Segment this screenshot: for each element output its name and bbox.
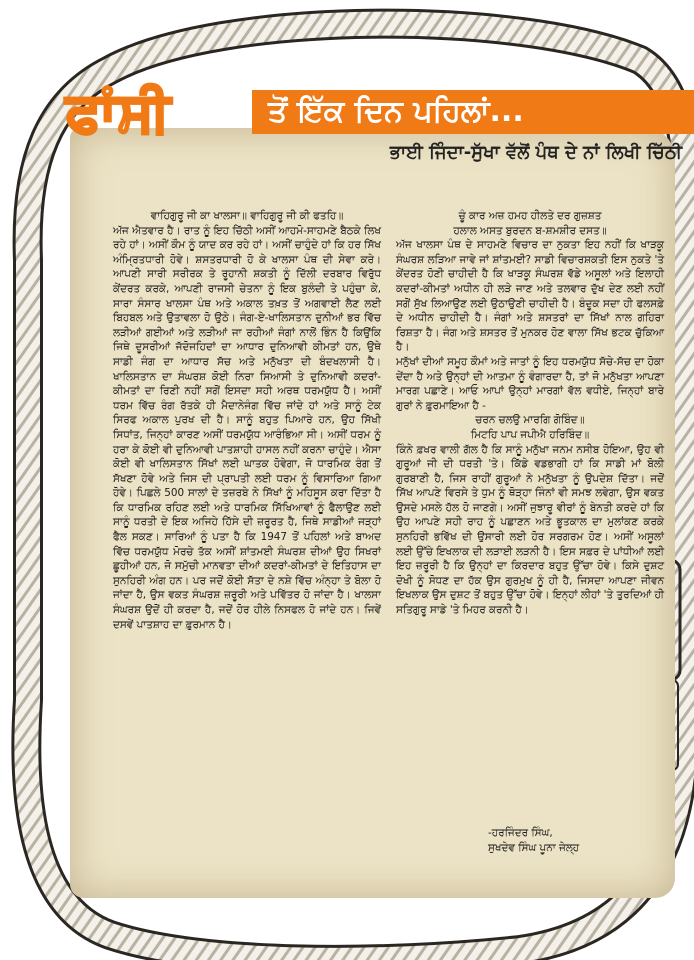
gurbani-verse-line: ਮਿਟਹਿ ਪਾਪ ਜਪੀਐ ਹਰਿਬਿੰਦ॥ — [470, 428, 590, 441]
letter-paragraph: ਮਨੁੱਖਾਂ ਦੀਆਂ ਸਮੂਹ ਕੌਮਾਂ ਅਤੇ ਜਾਤਾਂ ਨੂੰ ਇਹ ਧਰਮਯੁੱਧ ਸੱਚੇ-ਸੱਚ ਦਾ ਹੋਕਾ ਦੇਂਦਾ ਹੈ ਅਤੇ ਉਨ੍ਹਾਂ ਦੀ ਆਤਮਾ ਨੂੰ ਵੰਗਾਰਦਾ ਹੈ, ਤਾਂ ਜੋ ਮਨੁੱਖਤਾ ਆਪਣਾ ਮਾਰਗ ਪਛਾਣੇ। ਆਓ ਆਪਾਂ ਉਨ੍ਹਾਂ ਮਾਰਗਾਂ ਵੱਲ ਵਧੀਏ, ਜਿਨ੍ਹਾਂ ਬਾਰੇ ਗੁਰਾਂ ਨੇ ਫ਼ੁਰਮਾਇਆ ਹੈ - — [396, 355, 664, 412]
persian-verse-line: ਚੂੰ ਕਾਰ ਅਜ਼ ਹਮਹ ਹੀਲਤੇ ਦਰ ਗੁਜ਼ਸ਼ਤ — [458, 210, 602, 222]
letter-column-left — [113, 209, 381, 632]
signature-name-2: ਸੁਖਦੇਵ ਸਿੰਘ ਪੂਨਾ ਜੇਲ੍ਹ — [488, 842, 580, 854]
headline — [66, 78, 694, 176]
gurbani-verse-line: ਚਰਨ ਚਲਉ ਮਾਰਗਿ ਗੋਬਿੰਦ॥ — [475, 414, 585, 427]
headline-word-faansi: ਫਾਂਸੀ — [66, 81, 171, 144]
persian-verse-line: ਹਲਾਲ ਅਸਤ ਬੁਰਦਨ ਬ-ਸ਼ਮਸ਼ੀਰ ਦਸਤ॥ — [453, 224, 607, 237]
letter-paragraph: ਅੱਜ ਐਤਵਾਰ ਹੈ। ਰਾਤ ਨੂੰ ਇਹ ਚਿੱਠੀ ਅਸੀਂ ਆਹਮੋ-ਸਾਹਮਣੇ ਬੈਠਕੇ ਲਿਖ ਰਹੇ ਹਾਂ। ਅਸੀਂ ਕੌਮ ਨੂੰ ਯਾਦ ਕਰ ਰਹੇ ਹਾਂ। ਅਸੀਂ ਚਾਹੁੰਦੇ ਹਾਂ ਕਿ ਹਰ ਸਿੱਖ ਅੰਮ੍ਰਿਤਧਾਰੀ ਹੋਵੇ। ਸ਼ਸਤਰਧਾਰੀ ਹੋ ਕੇ ਖਾਲਸਾ ਪੰਥ ਦੀ ਸੇਵਾ ਕਰੇ। ਆਪਣੀ ਸਾਰੀ ਸਰੀਰਕ ਤੇ ਰੂਹਾਨੀ ਸ਼ਕਤੀ ਨੂੰ ਦਿੱਲੀ ਦਰਬਾਰ ਵਿਰੁੱਧ ਕੇਂਦਰਤ ਕਰਕੇ, ਆਪਣੀ ਰਾਜਸੀ ਚੇਤਨਾ ਨੂੰ ਇਕ ਬੁਲੰਦੀ ਤੇ ਪਹੁੰਚਾ ਕੇ, ਸਾਰਾ ਸੰਸਾਰ ਖਾਲਸਾ ਪੰਥ ਅਤੇ ਅਕਾਲ ਤਖ਼ਤ ਤੋਂ ਅਗਵਾਈ ਲੈਣ ਲਈ ਬਿਹਬਲ ਅਤੇ ਉਤਾਵਲਾ ਹੋ ਉਠੇ। ਜੰਗ-ਏ-ਖਾਲਿਸਤਾਨ ਦੁਨੀਆਂ ਭਰ ਵਿੱਚ ਲੜੀਆਂ ਗਈਆਂ ਅਤੇ ਲੜੀਆਂ ਜਾ ਰਹੀਆਂ ਜੰਗਾਂ ਨਾਲੋਂ ਭਿੰਨ ਹੈ ਕਿਉਂਕਿ ਜਿਥੇ ਦੂਸਰੀਆਂ ਜੱਦੋਜਹਿਦਾਂ ਦਾ ਆਧਾਰ ਦੁਨਿਆਵੀ ਕੀਮਤਾਂ ਹਨ, ਉਥੇ ਸਾਡੀ ਜੰਗ ਦਾ ਆਧਾਰ ਸੱਚ ਅਤੇ ਮਨੁੱਖਤਾ ਦੀ ਬੰਦਖਲਾਸੀ ਹੈ। ਖਾਲਿਸਤਾਨ ਦਾ ਸੰਘਰਸ਼ ਕੋਈ ਨਿਰਾ ਸਿਆਸੀ ਤੇ ਦੁਨਿਆਵੀ ਕਦਰਾਂ-ਕੀਮਤਾਂ ਦਾ ਰਿਣੀ ਨਹੀਂ ਸਗੋਂ ਇਸਦਾ ਸਹੀ ਅਰਥ ਧਰਮਯੁੱਧ ਹੈ। ਅਸੀਂ ਧਰਮ ਵਿੱਚ ਰੰਗ ਰੱਤਕੇ ਹੀ ਮੈਦਾਨੇਜੰਗ ਵਿੱਚ ਜਾਂਦੇ ਹਾਂ ਅਤੇ ਸਾਨੂੰ ਟੇਕ ਸਿਰਫ ਅਕਾਲ ਪੁਰਖ ਦੀ ਹੈ। ਸਾਨੂੰ ਬਹੁਤ ਪਿਆਰੇ ਹਨ, ਉਹ ਸਿੱਖੀ ਸਿਧਾਂਤ, ਜਿਨ੍ਹਾਂ ਕਾਰਣ ਅਸੀਂ ਧਰਮਯੁੱਧ ਆਰੰਭਿਆ ਸੀ। ਅਸੀਂ ਧਰਮ ਨੂੰ ਹਰਾ ਕੇ ਕੋਈ ਵੀ ਦੁਨਿਆਵੀ ਪਾਤਸ਼ਾਹੀ ਹਾਸਲ ਨਹੀਂ ਕਰਨਾ ਚਾਹੁੰਦੇ। ਐਸਾ ਕੋਈ ਵੀ ਖਾਲਿਸਤਾਨ ਸਿੱਖਾਂ ਲਈ ਘਾਤਕ ਹੋਵੇਗਾ, ਜੋ ਧਾਰਮਿਕ ਰੰਗ ਤੋਂ ਸੱਖਣਾ ਹੋਵੇ ਅਤੇ ਜਿਸ ਦੀ ਪ੍ਰਾਪਤੀ ਲਈ ਧਰਮ ਨੂੰ ਵਿਸਾਰਿਆ ਗਿਆ ਹੋਵੇ। ਪਿਛਲੇ 500 ਸਾਲਾਂ ਦੇ ਤਜ਼ਰਬੇ ਨੇ ਸਿੱਖਾਂ ਨੂੰ ਮਹਿਸੂਸ ਕਰਾ ਦਿੱਤਾ ਹੈ ਕਿ ਧਾਰਮਿਕ ਰਹਿਣ ਲਈ ਅਤੇ ਧਾਰਮਿਕ ਸਿੱਖਿਆਵਾਂ ਨੂੰ ਫੈਲਾਉਣ ਲਈ ਸਾਨੂੰ ਧਰਤੀ ਦੇ ਇਕ ਅਜਿਹੇ ਹਿੱਸੇ ਦੀ ਜ਼ਰੂਰਤ ਹੈ, ਜਿਥੇ ਸਾਡੀਆਂ ਜੜ੍ਹਾਂ ਫੈਲ ਸਕਣ। ਸਾਰਿਆਂ ਨੂੰ ਪਤਾ ਹੈ ਕਿ 1947 ਤੋਂ ਪਹਿਲਾਂ ਅਤੇ ਬਾਅਦ ਵਿੱਚ ਧਰਮਯੁੱਧ ਮੋਰਚੇ ਤੱਕ ਅਸੀਂ ਸ਼ਾਂਤਮਈ ਸੰਘਰਸ਼ ਦੀਆਂ ਉਹ ਸਿਖਰਾਂ ਛੂਹੀਆਂ ਹਨ, ਜੋ ਸਮੁੱਚੀ ਮਾਨਵਤਾ ਦੀਆਂ ਕਦਰਾਂ-ਕੀਮਤਾਂ ਦੇ ਇਤਿਹਾਸ ਦਾ ਸੁਨਹਿਰੀ ਅੰਗ ਹਨ। ਪਰ ਜਦੋਂ ਕੋਈ ਸੱਤਾ ਦੇ ਨਸ਼ੇ ਵਿੱਚ ਅੰਨ੍ਹਾ ਤੇ ਬੋਲਾ ਹੋ ਜਾਂਦਾ ਹੈ, ਉਸ ਵਕਤ ਸੰਘਰਸ਼ ਜ਼ਰੂਰੀ ਅਤੇ ਪਵਿੱਤਰ ਹੋ ਜਾਂਦਾ ਹੈ। ਖਾਲਸਾ ਸੰਘਰਸ਼ ਉਦੋਂ ਹੀ ਕਰਦਾ ਹੈ, ਜਦੋਂ ਹੋਰ ਹੀਲੇ ਨਿਸਫਲ ਹੋ ਜਾਂਦੇ ਹਨ। ਜਿਵੇਂ ਦਸਵੇਂ ਪਾਤਸ਼ਾਹ ਦਾ ਫ਼ੁਰਮਾਨ ਹੈ। — [113, 224, 381, 631]
headline-banner: ਤੋਂ ਇੱਕ ਦਿਨ ਪਹਿਲਾਂ... — [252, 90, 694, 134]
letter-paragraph: ਕਿੰਨੇ ਫ਼ਖਰ ਵਾਲੀ ਗੱਲ ਹੈ ਕਿ ਸਾਨੂੰ ਮਨੁੱਖਾ ਜਨਮ ਨਸੀਬ ਹੋਇਆ, ਉਹ ਵੀ ਗੁਰੂਆਂ ਜੀ ਦੀ ਧਰਤੀ 'ਤੇ। ਕਿੱਡੇ ਵਡਭਾਗੀ ਹਾਂ ਕਿ ਸਾਡੀ ਮਾਂ ਬੋਲੀ ਗੁਰਬਾਣੀ ਹੈ, ਜਿਸ ਰਾਹੀਂ ਗੁਰੂਆਂ ਨੇ ਮਨੁੱਖਤਾ ਨੂੰ ਉਪਦੇਸ਼ ਦਿੱਤਾ। ਜਦੋਂ ਸਿੱਖ ਆਪਣੇ ਵਿਰਸੇ ਤੇ ਧੁਮ ਨੂੰ ਥੋੜ੍ਹਾ ਜਿੰਨਾਂ ਵੀ ਸਮਝ ਲਵੇਗਾ, ਉਸ ਵਕਤ ਉਸਦੇ ਮਸਲੇ ਹੱਲ ਹੋ ਜਾਣਗੇ। ਅਸੀਂ ਜੁਝਾਰੂ ਵੀਰਾਂ ਨੂੰ ਬੇਨਤੀ ਕਰਦੇ ਹਾਂ ਕਿ ਉਹ ਆਪਣੇ ਸਹੀ ਰਾਹ ਨੂੰ ਪਛਾਣਨ ਅਤੇ ਭੂਤਕਾਲ ਦਾ ਮੁਲਾਂਕਣ ਕਰਕੇ ਸੁਨਹਿਰੀ ਭਵਿੱਖ ਦੀ ਉਸਾਰੀ ਲਈ ਹੋਰ ਸਰਗਰਮ ਹੋਣ। ਅਸੀਂ ਅਸੂਲਾਂ ਲਈ ਉੱਚੇ ਇਖਲਾਕ ਦੀ ਲੜਾਈ ਲੜਨੀ ਹੈ। ਇਸ ਸਫ਼ਰ ਦੇ ਪਾਂਧੀਆਂ ਲਈ ਇਹ ਜ਼ਰੂਰੀ ਹੈ ਕਿ ਉਨ੍ਹਾਂ ਦਾ ਕਿਰਦਾਰ ਬਹੁਤ ਉੱਚਾ ਹੋਵੇ। ਕਿਸੇ ਦੁਸ਼ਟ ਦੋਖੀ ਨੂੰ ਸੋਧਣ ਦਾ ਹੱਕ ਉਸ ਗੁਰਮੁਖ ਨੂੰ ਹੀ ਹੈ, ਜਿਸਦਾ ਆਪਣਾ ਜੀਵਨ ਇਖਲਾਕ ਉਸ ਦੁਸ਼ਟ ਤੋਂ ਬਹੁਤ ਉੱਚਾ ਹੋਵੇ। ਇਨ੍ਹਾਂ ਲੀਹਾਂ 'ਤੇ ਤੁਰਦਿਆਂ ਹੀ ਸਤਿਗੁਰੂ ਸਾਡੇ 'ਤੇ ਮਿਹਰ ਕਰਨੀ ਹੈ। — [396, 443, 664, 617]
subheadline: ਭਾਈ ਜਿੰਦਾ-ਸੁੱਖਾ ਵੱਲੋਂ ਪੰਥ ਦੇ ਨਾਂ ਲਿਖੀ ਚਿੱਠੀ — [389, 142, 682, 163]
letter-paragraph: ਅੱਜ ਖਾਲਸਾ ਪੰਥ ਦੇ ਸਾਹਮਣੇ ਵਿਚਾਰ ਦਾ ਨੁਕਤਾ ਇਹ ਨਹੀਂ ਕਿ ਖਾੜਕੂ ਸੰਘਰਸ਼ ਲੜਿਆ ਜਾਵੇ ਜਾਂ ਸ਼ਾਂਤਮਈ? ਸਾਡੀ ਵਿਚਾਰਸ਼ਕਤੀ ਇਸ ਨੁਕਤੇ 'ਤੇ ਕੇਂਦਰਤ ਹੋਣੀ ਚਾਹੀਦੀ ਹੈ ਕਿ ਖਾੜਕੂ ਸੰਘਰਸ਼ ਵੱਡੇ ਅਸੂਲਾਂ ਅਤੇ ਇਲਾਹੀ ਕਦਰਾਂ-ਕੀਮਤਾਂ ਅਧੀਨ ਹੀ ਲੜੇ ਜਾਣ ਅਤੇ ਤਲਵਾਰ ਦੁੱਖ ਦੇਣ ਲਈ ਨਹੀਂ ਸਗੋਂ ਸੁੱਖ ਲਿਆਉਣ ਲਈ ਉਠਾਉਣੀ ਚਾਹੀਦੀ ਹੈ। ਬੰਦੂਕ ਸਦਾ ਹੀ ਫਲਸਫ਼ੇ ਦੇ ਅਧੀਨ ਚਾਹੀਦੀ ਹੈ। ਜੰਗਾਂ ਅਤੇ ਸ਼ਸਤਰਾਂ ਦਾ ਸਿੱਖਾਂ ਨਾਲ ਗਹਿਰਾ ਰਿਸ਼ਤਾ ਹੈ। ਜੰਗ ਅਤੇ ਸ਼ਸਤਰ ਤੋਂ ਮੁਨਕਰ ਹੋਣ ਵਾਲਾ ਸਿੱਖ ਭਟਕ ਚੁੱਕਿਆ ਹੈ। — [396, 239, 664, 354]
letter-greeting: ਵਾਹਿਗੁਰੂ ਜੀ ਕਾ ਖਾਲਸਾ॥ ਵਾਹਿਗੁਰੂ ਜੀ ਕੀ ਫਤਹਿ॥ — [150, 210, 344, 222]
signature-block — [488, 826, 579, 856]
signature-name-1: -ਹਰਜਿੰਦਰ ਸਿੰਘ, — [488, 827, 553, 839]
letter-column-right — [396, 209, 664, 618]
